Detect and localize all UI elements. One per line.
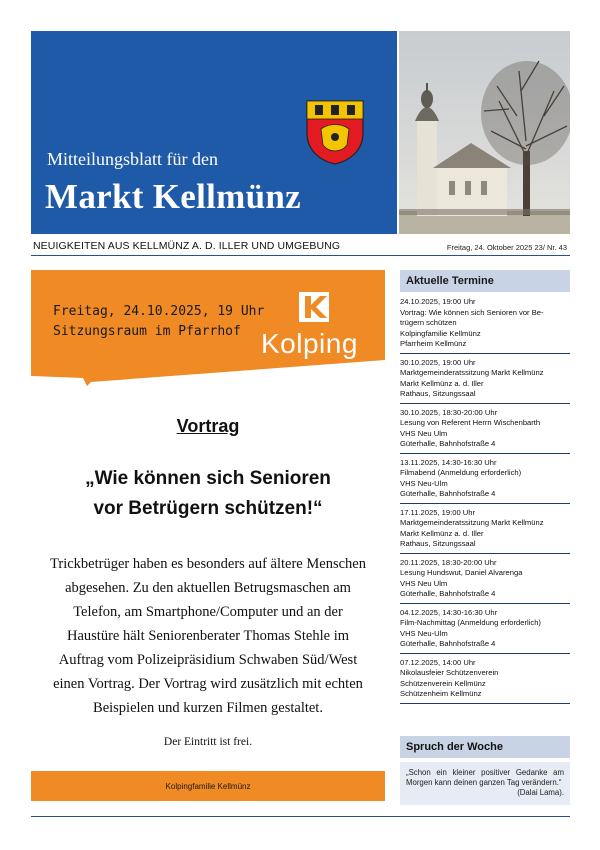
spruch-author: (Dalai Lama). xyxy=(517,788,564,797)
event-line: VHS Neu-Ulm xyxy=(400,478,448,488)
event-date: 07.12.2025, 14:00 Uhr xyxy=(400,657,476,667)
event-date: 13.11.2025, 14:30-16:30 Uhr xyxy=(400,457,497,467)
event-banner xyxy=(31,270,385,360)
event-line: Markt Kellmünz a. d. Iller xyxy=(400,378,484,388)
event-line: Güterhalle, Bahnhofstraße 4 xyxy=(400,589,496,598)
spruch-quote xyxy=(406,768,564,798)
event-line: Filmabend (Anmeldung erforderlich) xyxy=(400,468,522,477)
event-line: VHS Neu Ulm xyxy=(400,428,448,438)
banner-dateplace xyxy=(53,302,264,342)
events-sidebar xyxy=(400,270,570,704)
masthead-subtitle: Mitteilungsblatt für den xyxy=(47,149,218,169)
event-item xyxy=(400,454,570,504)
subject-line: „Wie können sich Senioren xyxy=(85,468,331,489)
event-line: Film-Nachmittag (Anmeldung erforderlich) xyxy=(400,618,541,627)
body-line: Trickbetrüger haben es besonders auf ältere Menschen xyxy=(50,556,366,572)
article-subject xyxy=(31,464,385,524)
banner-place: Sitzungsraum im Pfarrhof xyxy=(53,324,241,339)
event-item xyxy=(400,554,570,604)
event-line: VHS Neu-Ulm xyxy=(400,628,448,638)
event-date: 17.11.2025, 19:00 Uhr xyxy=(400,507,476,517)
event-date: 30.10.2025, 19:00 Uhr xyxy=(400,357,476,367)
events-title: Aktuelle Termine xyxy=(400,270,570,292)
event-line: Lesung Hundswut, Daniel Alvarenga xyxy=(400,568,523,577)
event-line: Güterhalle, Bahnhofstraße 4 xyxy=(400,489,496,498)
subject-line: vor Betrügern schützen!“ xyxy=(93,498,323,519)
divider xyxy=(31,816,570,817)
banner-notch xyxy=(31,360,385,386)
body-line: Haustüre hält Seniorenberater Thomas Stehle im xyxy=(67,628,349,644)
article-body xyxy=(31,552,385,720)
banner-date: Freitag, 24.10.2025, 19 Uhr xyxy=(53,304,265,319)
kolping-logo-icon xyxy=(299,292,329,322)
article xyxy=(31,386,385,766)
masthead-title: Markt Kellmünz xyxy=(45,177,301,216)
footer-organizer: Kolpingfamilie Kellmünz xyxy=(165,782,251,791)
event-line: Lesung von Referent Herrn Wischenbarth xyxy=(400,418,541,427)
coat-of-arms-icon xyxy=(305,99,365,165)
entry-note: Der Eintritt ist frei. xyxy=(163,736,253,748)
event-item xyxy=(400,354,570,404)
event-item xyxy=(400,604,570,654)
event-line: VHS Neu Ulm xyxy=(400,578,448,588)
event-item xyxy=(400,404,570,454)
spruch-text: „Schon ein kleiner positiver Gedanke am Morgen kann deinen ganzen Tag verändern.“ xyxy=(406,768,564,787)
event-line: Kolpingfamilie Kellmünz xyxy=(400,328,481,338)
church-photo xyxy=(399,31,570,234)
body-line: Telefon, am Smartphone/Computer und an der xyxy=(73,604,343,620)
spruch-title: Spruch der Woche xyxy=(400,736,570,758)
body-line: Auftrag vom Polizeipräsidium Schwaben Süd/West xyxy=(58,652,358,668)
issue-info: Freitag, 24. Oktober 2025 23/ Nr. 43 xyxy=(446,243,567,252)
body-line: Beispielen und kurzen Filmen gestaltet. xyxy=(93,700,323,716)
kolping-logo-text: Kolping xyxy=(261,328,358,359)
event-item xyxy=(400,654,570,704)
divider xyxy=(31,255,570,256)
event-line: Marktgemeinderatssitzung Markt Kellmünz xyxy=(400,518,544,527)
event-item xyxy=(400,504,570,554)
event-line: Markt Kellmünz a. d. Iller xyxy=(400,528,484,538)
event-line: trügern schützen xyxy=(400,318,457,327)
event-date: 30.10.2025, 18:30-20:00 Uhr xyxy=(400,407,498,417)
tagline: NEUIGKEITEN AUS KELLMÜNZ A. D. ILLER UND UMGEBUNG xyxy=(33,240,341,252)
masthead xyxy=(31,31,397,234)
event-line: Schützenheim Kellmünz xyxy=(400,689,482,698)
events-list xyxy=(400,292,570,704)
event-line: Nikolausfeier Schützenverein xyxy=(400,668,499,677)
event-date: 24.10.2025, 19:00 Uhr xyxy=(400,297,476,306)
event-line: Marktgemeinderatssitzung Markt Kellmünz xyxy=(400,368,544,377)
event-date: 20.11.2025, 18:30-20:00 Uhr xyxy=(400,557,497,567)
event-date: 04.12.2025, 14:30-16:30 Uhr xyxy=(400,607,498,617)
event-line: Rathaus, Sitzungssaal xyxy=(400,389,476,398)
body-line: einen Vortrag. Der Vortrag wird zusätzlich mit echten xyxy=(53,676,363,692)
event-line: Schützenverein Kellmünz xyxy=(400,678,486,688)
spruch-box xyxy=(400,762,570,805)
event-line: Güterhalle, Bahnhofstraße 4 xyxy=(400,439,496,448)
event-item xyxy=(400,292,570,354)
event-line: Vortrag: Wie können sich Senioren vor Be- xyxy=(400,307,544,317)
event-line: Güterhalle, Bahnhofstraße 4 xyxy=(400,639,496,648)
article-heading: Vortrag xyxy=(176,416,240,436)
event-line: Rathaus, Sitzungssaal xyxy=(400,539,476,548)
article-footer xyxy=(31,771,385,801)
event-line: Pfarrheim Kellmünz xyxy=(400,339,467,348)
body-line: abgesehen. Zu den aktuellen Betrugsmaschen am xyxy=(65,580,351,596)
